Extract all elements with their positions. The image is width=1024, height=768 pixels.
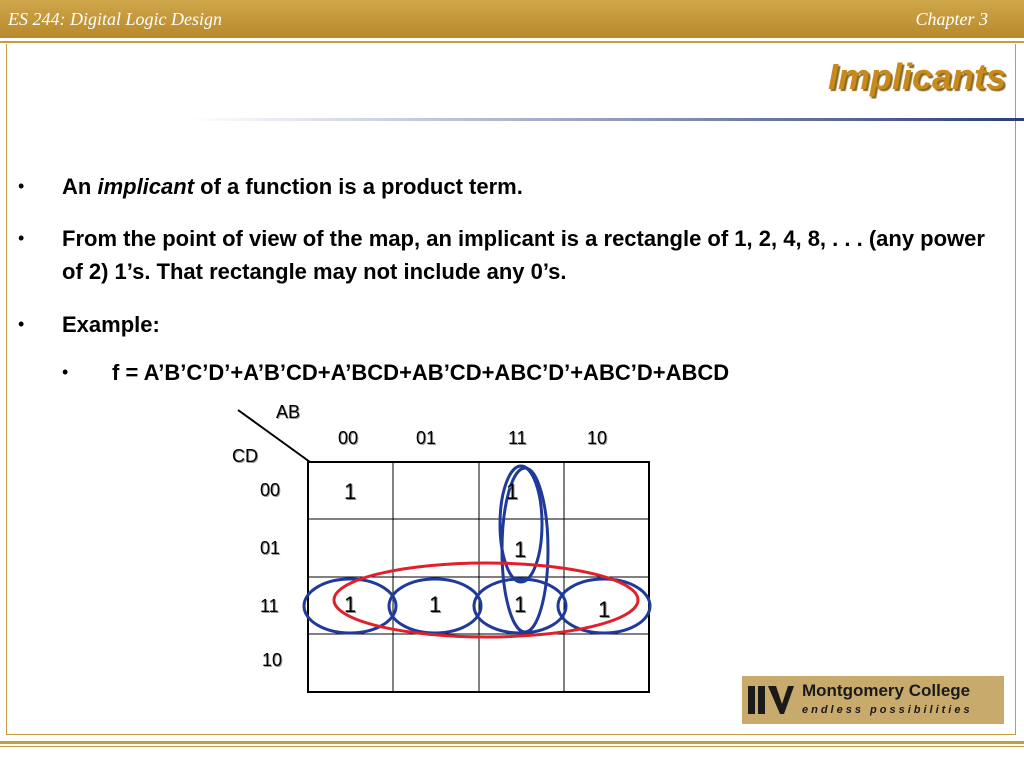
bullet-example: Example:	[62, 312, 160, 337]
bullet-marker: •	[18, 314, 25, 334]
chapter-label: Chapter 3	[915, 9, 988, 29]
kmap-cell: 1	[344, 479, 357, 504]
course-title: ES 244: Digital Logic Design	[8, 9, 222, 29]
kmap-row-label: 01	[260, 538, 281, 558]
bullet-map-view: From the point of view of the map, an implicant is a rectangle of 1, 2, 4, 8, . . . (any power of 2) 1’s. That rectangle may not include any 0’s.	[62, 226, 985, 284]
kmap-column-label: 01	[416, 428, 437, 448]
slide-title: Implicants	[827, 56, 1006, 97]
bullet-1-suffix: of a function is a product term.	[200, 174, 523, 199]
bullet-marker: •	[18, 228, 25, 248]
kmap-cell: 1	[514, 592, 527, 617]
bullet-1-emphasis: implicant	[97, 174, 195, 199]
logo-tagline: endless possibilities	[802, 704, 973, 716]
kmap-cell: 1	[429, 592, 442, 617]
footer-divider-thin	[0, 746, 1024, 747]
logo-mark-icon	[748, 684, 794, 716]
kmap-row-variable: CD	[232, 446, 258, 466]
kmap-row-label: 00	[260, 480, 281, 500]
kmap-column-label: 00	[338, 428, 359, 448]
kmap-cell: 1	[514, 537, 527, 562]
bullet-function: f = A’B’C’D’+A’B’CD+A’BCD+AB’CD+ABC’D’+ABC’D+ABCD	[112, 360, 730, 385]
kmap-cell: 1	[506, 479, 519, 504]
bullet-marker: •	[18, 176, 25, 196]
kmap-cell: 1	[344, 592, 357, 617]
kmap-grid-lines	[308, 462, 649, 692]
kmap-column-label: 10	[587, 428, 608, 448]
kmap-row-label: 11	[260, 596, 279, 616]
bullet-1-prefix: An	[62, 174, 92, 199]
kmap-cell: 1	[598, 597, 611, 622]
college-logo	[742, 676, 1004, 724]
footer-divider	[0, 741, 1024, 744]
kmap-column-variable: AB	[276, 402, 301, 422]
bullet-marker: •	[62, 362, 69, 382]
logo-name: Montgomery College	[802, 681, 971, 700]
kmap-column-label: 11	[508, 428, 527, 448]
kmap-row-label: 10	[262, 650, 283, 670]
